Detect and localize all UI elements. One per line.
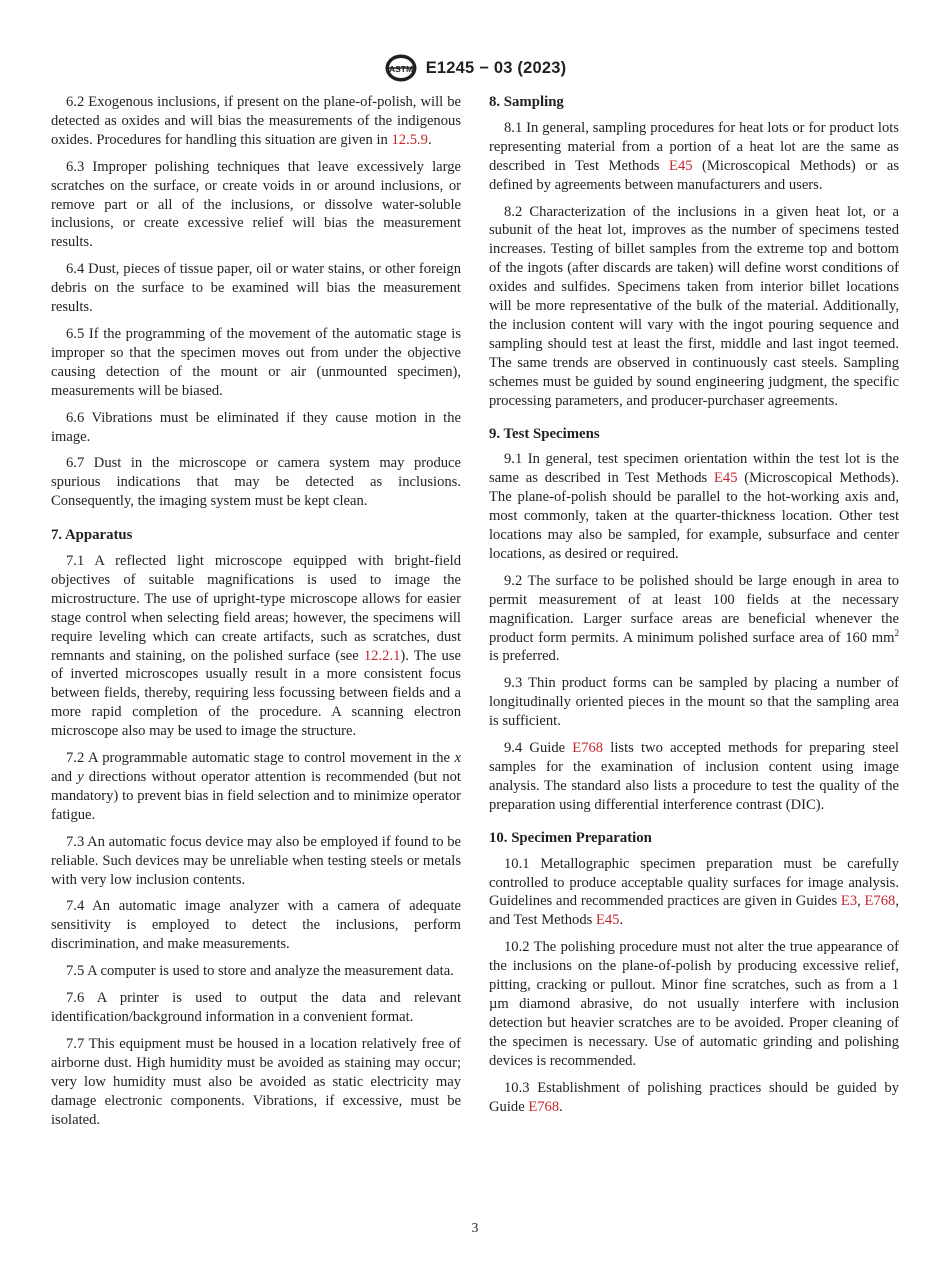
left-column	[51, 93, 461, 1137]
paragraph-9-2: 9.2 The surface to be polished should be large enough in area to permit measurement of at least 100 fields at the necessary magnification. Larger surface areas are beneficial whenever the product form permits. A minimum polished surface area of 160 $mm^2$ is preferred.	[489, 572, 899, 665]
paragraph-7-2: 7.2 A programmable automatic stage to control movement in the x and y directions without operator attention is recommended (but not mandatory) to prevent bias in field selection and to minimize operator fatigue.	[51, 750, 461, 823]
paragraph-6-5: 6.5 If the programming of the movement of the automatic stage is improper so that the specimen moves out from under the objective causing detection of the mount or air (unmounted specimen), measurements will be biased.	[51, 325, 461, 399]
link-e45[interactable]: E45	[669, 157, 693, 174]
paragraph-10-3: 10.3 Establishment of polishing practices should be guided by Guide E768.	[489, 1079, 899, 1115]
section-7-heading: 7. Apparatus	[51, 527, 133, 544]
link-e3[interactable]: E3	[840, 893, 858, 910]
paragraph-6-3: 6.3 Improper polishing techniques that leave excessively large scratches on the surface, or create voids in or around inclusions, or remove part or all of the inclusions, or dissolve water-soluble inclusions, or create excessive relief will bias the measurement results.	[51, 158, 461, 251]
link-12-5-9[interactable]: 12.5.9	[391, 131, 428, 148]
paragraph-7-4: 7.4 An automatic image analyzer with a camera of adequate sensitivity is employed to detect the inclusions, perform discrimination, and make measurements.	[51, 898, 461, 953]
paragraph-7-7: 7.7 This equipment must be housed in a location relatively free of airborne dust. High humidity must be avoided as staining may occur; very low humidity must also be avoided as static electricity may damage electronic components. Vibrations, if excessive, must be isolated.	[51, 1035, 461, 1128]
paragraph-6-2: 6.2 Exogenous inclusions, if present on the plane-of-polish, will be detected as oxides and will bias the measurements of the indigenous oxides. Procedures for handling this situation are given in 12.5.9.	[51, 94, 461, 148]
section-8-heading: 8. Sampling	[489, 94, 564, 110]
paragraph-7-1: 7.1 A reflected light microscope equipped with bright-field objectives of suitable magnifications is used to image the microstructure. The use of upright-type microscope allows for easier stage control when selecting field areas; however, the specimens will require leveling which can create artifacts, such as scratches, dust remnants and staining, on the polished surface (see 12.2.1). The use of inverted microscopes usually result in a more consistent focus between fields, thereby, requiring less focussing between fields and a more rapid completion of the procedure. A scanning electron microscope also may be used to image the structure.	[51, 553, 461, 740]
right-column	[489, 93, 899, 1124]
paragraph-7-3: 7.3 An automatic focus device may also be employed if found to be reliable. Such devices may be unreliable when testing steels or metals with very low inclusion contents.	[51, 833, 461, 888]
link-e768[interactable]: E768	[528, 1098, 560, 1115]
paragraph-8-2: 8.2 Characterization of the inclusions in a given heat lot, or a subunit of the heat lot, improves as the number of specimens tested increases. Testing of billet samples from the extreme top and bottom of the ingots (after discards are taken) will define worst conditions of oxides and sulfides. Specimens taken from interior billet locations will be more representative of the bulk of the material. Additionally, the inclusion content will vary with the ingot pouring sequence and sampling should test at least the first, middle and last ingot teemed. The same trends are observed in continuously cast steels. Sampling schemes must be guided by sound engineering judgment, the specific processing parameters, and producer-purchaser agreements.	[489, 203, 899, 409]
section-9-heading: 9. Test Specimens	[489, 425, 600, 442]
link-e768[interactable]: E768	[572, 740, 604, 757]
paragraph-10-1: 10.1 Metallographic specimen preparation must be carefully controlled to produce acceptable quality surfaces for image analysis. Guidelines and recommended practices are given in Guides E3, E768, and Test Methods E45.	[489, 855, 900, 929]
paragraph-10-2: 10.2 The polishing procedure must not alter the true appearance of the inclusions on the plane-of-polish by producing excessive relief, pitting, cracking or pullout. Minor fine scratches, such as from a 1 µm diamond abrasive, do not usually interfere with inclusion detection but heavier scratches are to be avoided. Proper cleaning of the specimen is necessary. Use of automatic grinding and polishing devices is recommended.	[489, 939, 899, 1069]
link-12-2-1[interactable]: 12.2.1	[363, 647, 401, 664]
link-e768[interactable]: E768	[864, 893, 896, 910]
page-header	[0, 52, 950, 84]
paragraph-7-6: 7.6 A printer is used to output the data and relevant identification/background information in a convenient format.	[51, 990, 461, 1025]
section-10-heading: 10. Specimen Preparation	[489, 829, 652, 846]
paragraph-6-6: 6.6 Vibrations must be eliminated if they cause motion in the image.	[51, 409, 461, 445]
document-designation: E1245 − 03 (2023)	[425, 58, 567, 77]
paragraph-6-7: 6.7 Dust in the microscope or camera system may produce spurious indications that may be detected as inclusions. Consequently, the imaging system must be kept clean.	[51, 455, 461, 510]
astm-logo-text: ASTM	[388, 64, 413, 74]
page-number: 3	[471, 1220, 479, 1235]
link-e45[interactable]: E45	[713, 470, 738, 487]
astm-logo-icon	[384, 53, 418, 83]
link-e45[interactable]: E45	[595, 912, 620, 929]
paragraph-8-1: 8.1 In general, sampling procedures for heat lots or for product lots representing material from a portion of a heat lot are the same as described in Test Methods E45 (Microscopical Methods) or as defined by agreements between manufacturers and users.	[489, 119, 899, 193]
paragraph-9-1: 9.1 In general, test specimen orientation within the test lot is the same as described in Test Methods E45 (Microscopical Methods). The plane-of-polish should be parallel to the hot-working axis and, most commonly, taken at the quarter-thickness location. Other test locations may also be sampled, for example, subsurface and center locations, as desired or required.	[489, 451, 899, 562]
paragraph-9-4: 9.4 Guide E768 lists two accepted methods for preparing steel samples for the examination of inclusion content using image analysis. The standard also lists a procedure to test the quality of the preparation using differential interference contrast (DIC).	[489, 740, 899, 813]
paragraph-6-4: 6.4 Dust, pieces of tissue paper, oil or water stains, or other foreign debris on the surface to be examined will bias the measurement results.	[51, 261, 461, 316]
paragraph-9-3: 9.3 Thin product forms can be sampled by placing a number of longitudinally oriented pieces in the mount so that the sampling area is sufficient.	[489, 675, 899, 730]
paragraph-7-5: 7.5 A computer is used to store and analyze the measurement data.	[66, 963, 454, 980]
